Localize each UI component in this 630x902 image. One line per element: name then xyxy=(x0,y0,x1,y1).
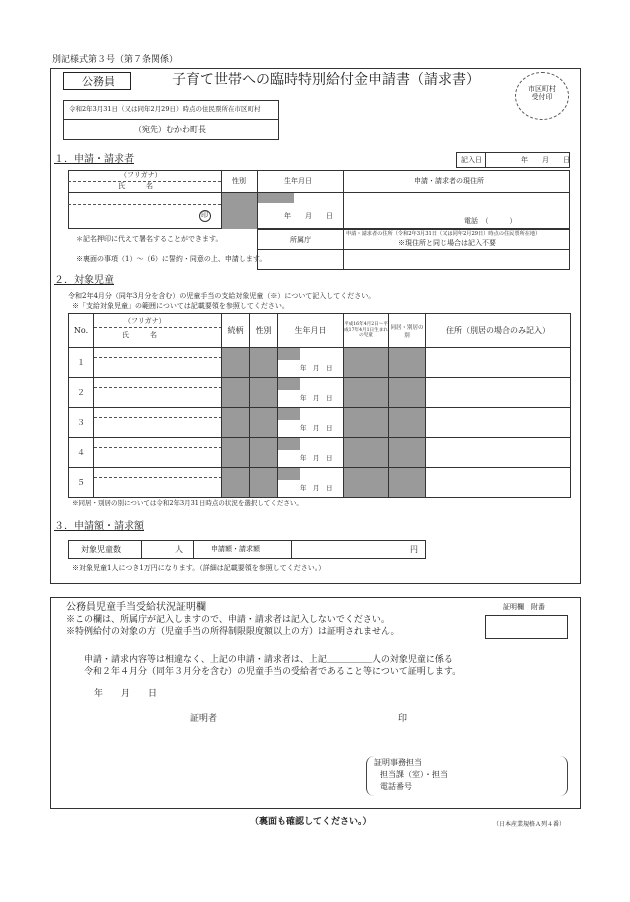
child-address-field[interactable] xyxy=(426,468,571,498)
child-cohabit-field[interactable] xyxy=(389,468,426,498)
child-cohabit-field[interactable] xyxy=(389,378,426,408)
phone-label: 電話 （ ） xyxy=(464,217,517,225)
address-label: 申請・請求者の現住所 xyxy=(414,177,484,185)
seal-icon xyxy=(199,210,211,222)
child-gender-field[interactable] xyxy=(250,378,278,408)
child-cohabit-field[interactable] xyxy=(389,408,426,438)
certificate-body-1: 申請・請求内容等は相違なく、上記の申請・請求者は、上記＿＿＿＿＿人の対象児童に係る xyxy=(84,655,453,665)
applicant-gender-field[interactable] xyxy=(222,193,257,229)
applicant-furigana-field[interactable] xyxy=(70,193,220,203)
applicant-furigana-label: （フリガナ） xyxy=(120,171,162,179)
child-born-range-field[interactable] xyxy=(344,468,389,498)
child-gender-field[interactable] xyxy=(250,438,278,468)
table-row xyxy=(69,438,571,468)
child-birth-ymd: 年 月 日 xyxy=(300,394,333,402)
entry-date-box xyxy=(456,152,570,168)
entry-date-label: 記入日 xyxy=(461,156,482,164)
child-address-field[interactable] xyxy=(426,438,571,468)
office-field[interactable] xyxy=(259,251,342,269)
child-relation-field[interactable] xyxy=(222,438,250,468)
col-address: 住所（別居の場合のみ記入） xyxy=(426,314,571,348)
section1-heading: １．申請・請求者 xyxy=(54,154,134,165)
child-cohabit-field[interactable] xyxy=(389,348,426,378)
certificate-number-field[interactable] xyxy=(485,615,568,639)
child-name-field[interactable] xyxy=(94,438,222,468)
category-label: 公務員 xyxy=(82,75,115,88)
gender-label: 性別 xyxy=(232,177,246,185)
child-unit: 人 xyxy=(175,545,183,554)
child-address-field[interactable] xyxy=(426,378,571,408)
child-birth-ymd: 年 月 日 xyxy=(300,484,333,492)
child-relation-field[interactable] xyxy=(222,468,250,498)
child-birth-field[interactable] xyxy=(278,438,344,468)
certificate-note-2: ※特例給付の対象の方（児童手当の所得制限限度額以上の方）は証明されません。 xyxy=(66,627,400,637)
certifier-field[interactable] xyxy=(230,710,390,728)
child-gender-field[interactable] xyxy=(250,348,278,378)
seal-mark: 印 xyxy=(201,211,208,219)
col-relation: 続柄 xyxy=(222,314,250,348)
stamp-text: 市区町村受付印 xyxy=(528,85,556,102)
child-name-field[interactable] xyxy=(94,468,222,498)
prior-address-note: ※現住所と同じ場合は記入不要 xyxy=(398,239,496,247)
table-row xyxy=(69,468,571,498)
row-no: ４ xyxy=(69,438,94,468)
current-address-field[interactable] xyxy=(345,194,567,216)
table-row xyxy=(69,408,571,438)
child-born-range-field[interactable] xyxy=(344,438,389,468)
child-name-field[interactable] xyxy=(94,348,222,378)
child-birth-ymd: 年 月 日 xyxy=(300,364,333,372)
certificate-body-2: 令和２年４月分（同年３月分を含む）の児童手当の受給者であること等について証明します。 xyxy=(84,667,462,677)
prior-address-field[interactable] xyxy=(345,251,567,269)
residence-box xyxy=(63,100,279,140)
applicant-name-label: 氏 名 xyxy=(118,182,153,190)
applicant-name-field[interactable] xyxy=(70,205,200,227)
amount-table xyxy=(68,540,426,559)
yen-unit: 円 xyxy=(410,545,418,554)
row-no: ５ xyxy=(69,468,94,498)
child-gender-field[interactable] xyxy=(250,468,278,498)
row-no: １ xyxy=(69,348,94,378)
applicant-era-field[interactable] xyxy=(258,193,294,203)
amount-note: ※対象児童1人につき1万円になります。（詳細は記載要領を参照してください。） xyxy=(72,564,326,572)
amount-field[interactable] xyxy=(293,542,403,557)
section3-heading: ３．申請額・請求額 xyxy=(54,521,144,532)
col-name: 氏 名 xyxy=(122,331,157,339)
children-table xyxy=(68,313,571,498)
child-cohabit-field[interactable] xyxy=(389,438,426,468)
child-birth-field[interactable] xyxy=(278,468,344,498)
col-no: No. xyxy=(69,314,94,348)
certificate-note-1: ※この欄は、所属庁が記入しますので、申請・請求者は記入しないでください。 xyxy=(66,615,390,625)
consent-note: ※裏面の事項（1）〜（6）に誓約・同意の上、申請します。 xyxy=(76,255,267,263)
row-no: ３ xyxy=(69,408,94,438)
child-address-field[interactable] xyxy=(426,408,571,438)
signature-note: ＊記名押印に代えて署名することができます。 xyxy=(76,235,223,243)
office-line-2: 担当課（室）・担当 xyxy=(380,770,448,779)
col-cohabit: 同居・別居の別 xyxy=(389,314,426,348)
child-relation-field[interactable] xyxy=(222,408,250,438)
birthdate-label: 生年月日 xyxy=(284,177,312,185)
child-relation-field[interactable] xyxy=(222,378,250,408)
certificate-title: 公務員児童手当受給状況証明欄 xyxy=(66,602,206,613)
col-born-range: 平成16年4月2日〜平成17年4月1日生まれの児童 xyxy=(344,314,389,348)
office-line-3: 電話番号 xyxy=(380,782,412,791)
child-count-label: 対象児童数 xyxy=(81,545,121,554)
applicant-birth-ymd: 年 月 日 xyxy=(284,212,333,220)
children-intro-2: ※「支給対象児童」の範囲については記載要領を参照してください。 xyxy=(72,302,289,310)
form-number: 別記様式第３号（第７条関係） xyxy=(52,55,179,65)
prior-address-label: 申請・請求者の住所（令和2年3月31日（又は同年2月29日）時点の住民票所在地） xyxy=(346,231,541,237)
col-furigana: （フリガナ） xyxy=(124,317,166,325)
child-born-range-field[interactable] xyxy=(344,378,389,408)
entry-date-value[interactable]: 年 月 日 xyxy=(521,156,570,164)
col-gender: 性別 xyxy=(250,314,278,348)
col-birth: 生年月日 xyxy=(278,314,344,348)
section2-heading: ２．対象児童 xyxy=(54,275,114,286)
certificate-date[interactable]: 年 月 日 xyxy=(94,689,158,699)
child-birth-field[interactable] xyxy=(278,348,344,378)
form-title: 子育て世帯への臨時特別給付金申請書（請求書） xyxy=(172,72,480,88)
office-label: 所属庁 xyxy=(290,236,311,244)
child-birth-ymd: 年 月 日 xyxy=(300,454,333,462)
child-born-range-field[interactable] xyxy=(344,408,389,438)
residence-note: 令和2年3月31日（又は同年2月29日）時点の住民票所在市区町村 xyxy=(69,105,261,113)
child-name-field[interactable] xyxy=(94,378,222,408)
child-name-field[interactable] xyxy=(94,408,222,438)
row-no: ２ xyxy=(69,378,94,408)
col-name-header xyxy=(94,314,222,348)
child-birth-field[interactable] xyxy=(278,378,344,408)
children-intro-1: 令和2年4月分（同年3月分を含む）の児童手当の支給対象児童（※）について記入してください。 xyxy=(68,292,376,300)
paper-size-note: （日本産業規格Ａ列４番） xyxy=(493,821,566,828)
amount-label: 申請額・請求額 xyxy=(211,545,260,553)
child-gender-field[interactable] xyxy=(250,408,278,438)
office-line-1: 証明事務担当 xyxy=(374,758,422,767)
child-birth-field[interactable] xyxy=(278,408,344,438)
child-born-range-field[interactable] xyxy=(344,348,389,378)
back-side-note: （裏面も確認してください。） xyxy=(250,817,372,827)
table-row xyxy=(69,348,571,378)
certifier-seal: 印 xyxy=(398,714,408,724)
child-birth-ymd: 年 月 日 xyxy=(300,424,333,432)
certificate-number-label: 証明欄 附番 xyxy=(503,603,545,611)
category-badge xyxy=(63,72,131,90)
reception-stamp-area xyxy=(515,72,569,120)
child-address-field[interactable] xyxy=(426,348,571,378)
table-row xyxy=(69,378,571,408)
children-footnote: ※同居・別居の別については令和2年3月31日時点の状況を選択してください。 xyxy=(72,499,303,507)
child-relation-field[interactable] xyxy=(222,348,250,378)
certifier-label: 証明者 xyxy=(190,714,218,724)
addressee: （宛先）むかわ町長 xyxy=(134,125,206,134)
